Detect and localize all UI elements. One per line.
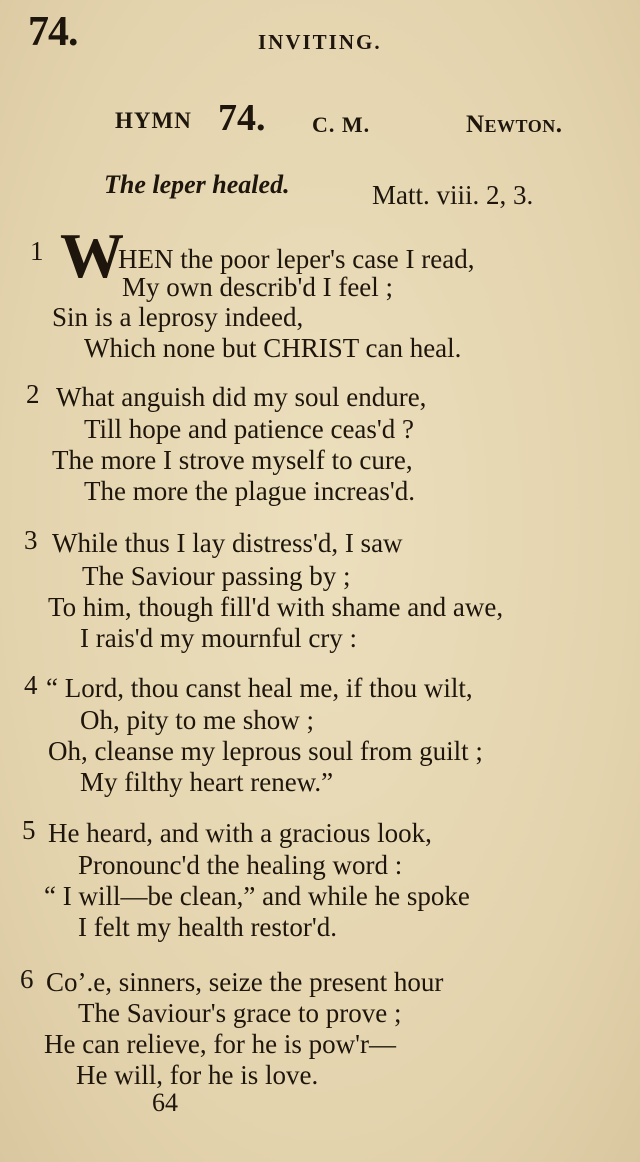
verse-line: What anguish did my soul endure,: [56, 382, 427, 412]
verse-line: “ Lord, thou canst heal me, if thou wilt,: [46, 673, 473, 703]
verse-line: Pronounc'd the healing word :: [78, 850, 403, 880]
stanza-number: 2: [26, 379, 40, 409]
verse-line: While thus I lay distress'd, I saw: [52, 528, 403, 558]
folio-number: 64: [152, 1088, 178, 1117]
verse-line: He can relieve, for he is pow'r—: [44, 1029, 396, 1059]
verse-line: The more I strove myself to cure,: [52, 445, 413, 475]
hymn-author: Newton.: [466, 111, 563, 138]
hymn-meter: C. M.: [312, 112, 371, 137]
hymn-label: HYMN: [115, 108, 192, 133]
scripture-reference: Matt. viii. 2, 3.: [372, 180, 534, 210]
verse-line: He will, for he is love.: [76, 1060, 319, 1090]
verse-line: “ I will—be clean,” and while he spoke: [44, 881, 470, 911]
stanza-number: 5: [22, 815, 36, 845]
verse-line: Sin is a leprosy indeed,: [52, 302, 304, 332]
verse-line: Till hope and patience ceas'd ?: [84, 414, 415, 444]
running-title: INVITING.: [258, 30, 382, 54]
drop-cap: W: [60, 220, 124, 291]
verse-line: The more the plague increas'd.: [84, 476, 415, 506]
stanza-number: 3: [24, 525, 38, 555]
verse-line: He heard, and with a gracious look,: [48, 818, 432, 848]
hymn-subtitle: The leper healed.: [104, 170, 290, 199]
verse-line: HEN the poor leper's case I read,: [118, 244, 475, 274]
verse-line: Oh, pity to me show ;: [80, 705, 314, 735]
stanza-number: 4: [24, 670, 38, 700]
verse-line: My own describ'd I feel ;: [122, 272, 394, 302]
page-number: 74.: [28, 9, 78, 55]
verse-line: To him, though fill'd with shame and awe,: [48, 592, 504, 622]
verse-line: My filthy heart renew.”: [80, 767, 334, 797]
hymn-number: 74.: [218, 97, 266, 139]
stanza-number: 1: [30, 236, 44, 266]
verse-line: The Saviour's grace to prove ;: [78, 998, 402, 1028]
verse-line: Co’.e, sinners, seize the present hour: [46, 967, 444, 997]
verse-line: I felt my health restor'd.: [78, 912, 338, 942]
verse-line: I rais'd my mournful cry :: [80, 623, 358, 653]
verse-line: Which none but CHRIST can heal.: [84, 333, 462, 363]
verse-line: The Saviour passing by ;: [82, 561, 351, 591]
stanza-number: 6: [20, 964, 34, 994]
verse-line: Oh, cleanse my leprous soul from guilt ;: [48, 736, 483, 766]
